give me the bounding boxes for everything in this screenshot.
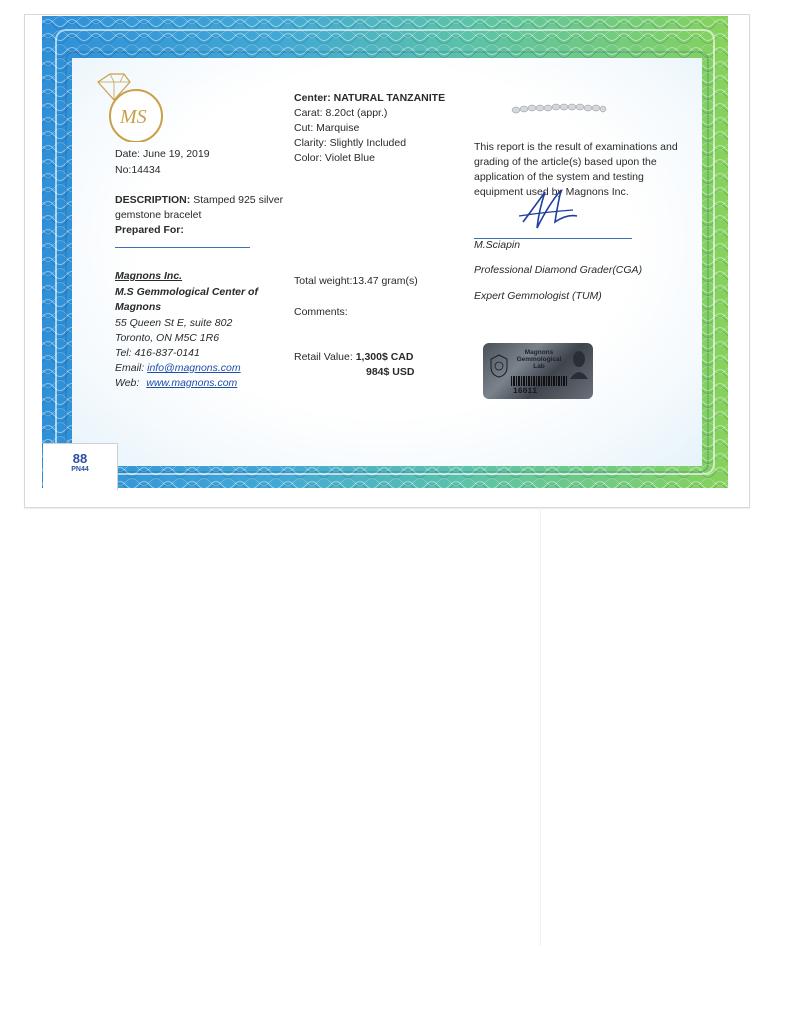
center-name-line1: M.S Gemmological Center of: [115, 286, 258, 298]
address-line2: Toronto, ON M5C 1R6: [115, 332, 220, 344]
email-link[interactable]: info@magnons.com: [147, 362, 241, 374]
address-line1: 55 Queen St E, suite 802: [115, 317, 233, 329]
logo-monogram: MS: [120, 106, 147, 128]
barcode: [511, 376, 567, 386]
signature-icon: [515, 186, 585, 236]
bracelet-photo: [508, 98, 608, 120]
badge-number: 88: [72, 451, 88, 466]
description-label: DESCRIPTION:: [115, 194, 191, 206]
stone-color: Color: Violet Blue: [294, 152, 375, 164]
web-row: [115, 377, 237, 390]
stone-clarity: Clarity: Slightly Included: [294, 137, 407, 149]
hologram-line1: Magnons: [524, 349, 554, 356]
signer-name: M.Sciapin: [474, 239, 521, 251]
report-date: Date: June 19, 2019: [115, 148, 210, 160]
description: [115, 194, 283, 207]
hologram-line3: Lab: [533, 363, 545, 370]
center-name-line2: Magnons: [115, 301, 162, 313]
web-link[interactable]: www.magnons.com: [146, 377, 238, 389]
statement-line2: grading of the article(s) based upon the: [474, 156, 657, 168]
telephone: Tel: 416-837-0141: [115, 347, 200, 359]
prepared-for-line: [115, 247, 250, 248]
web-label: Web:: [115, 377, 140, 389]
page-fold-line: [540, 506, 541, 946]
badge-code: PN44: [71, 466, 89, 473]
signer-title1: Professional Diamond Grader(CGA): [474, 264, 643, 276]
email-label: Email:: [115, 362, 145, 374]
retail-value: [294, 351, 413, 364]
hologram-text: [511, 349, 567, 370]
company-name: Magnons Inc.: [115, 270, 183, 282]
stone-carat: Carat: 8.20ct (appr.): [294, 107, 388, 119]
retail-cad: 1,300$ CAD: [355, 351, 414, 363]
statement-line3: application of the system and testing: [474, 171, 644, 183]
retail-label: Retail Value:: [294, 351, 353, 363]
signer-title2: Expert Gemmologist (TUM): [474, 290, 602, 302]
statement-line4: equipment used by Magnons Inc.: [474, 186, 629, 198]
page-badge: [43, 443, 118, 490]
description-line2: gemstone bracelet: [115, 209, 202, 221]
hologram-line2: Gemmological: [516, 356, 562, 363]
report-number: No:14434: [115, 164, 161, 176]
comments-label: Comments:: [294, 306, 348, 318]
hologram-seal: [483, 343, 593, 399]
total-weight: Total weight:13.47 gram(s): [294, 275, 418, 287]
stone-center: Center: NATURAL TANZANITE: [294, 92, 446, 104]
portrait-icon: [569, 349, 589, 379]
hologram-serial: 16011: [513, 387, 538, 396]
crest-icon: [489, 353, 509, 379]
statement-line1: This report is the result of examinations and: [474, 141, 678, 153]
email-row: [115, 362, 241, 375]
stone-cut: Cut: Marquise: [294, 122, 360, 134]
prepared-for-label: Prepared For:: [115, 224, 184, 236]
retail-usd: 984$ USD: [366, 366, 415, 378]
description-line1: Stamped 925 silver: [193, 194, 284, 206]
